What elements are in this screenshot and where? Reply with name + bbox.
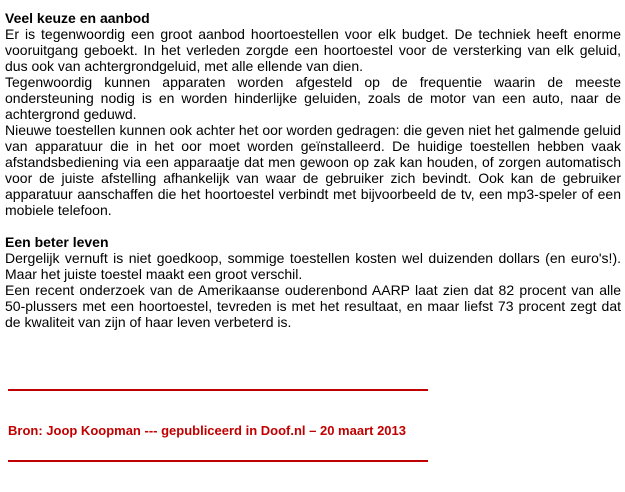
source-credit: Bron: Joop Koopman --- gepubliceerd in Doof.nl – 20 maart 2013 (8, 423, 406, 438)
section-heading-keuze: Veel keuze en aanbod (5, 10, 150, 26)
article-body (5, 10, 621, 330)
divider-top (8, 389, 428, 391)
paragraph-afstelling: Tegenwoordig kunnen apparaten worden afgesteld op de frequentie waarin de meeste ondersteuning nodig is en worden hinderlijke geluiden, zoals de motor van een auto, naar de achtergrond geduwd. (5, 74, 621, 122)
section-heading-leven: Een beter leven (5, 234, 109, 250)
paragraph-nieuwe-toestellen: Nieuwe toestellen kunnen ook achter het oor worden gedragen: die geven niet het galmende geluid van apparatuur die in het oor moet worden geïnstalleerd. De huidige toestellen hebben vaak afstandsbediening via een apparaatje dat men gewoon op zak kan houden, of zorgen automatisch voor de juiste afstelling afhankelijk van waar de gebruiker zich bevindt. Ook kan de gebruiker apparatuur aanschaffen die het hoortoestel verbindt met bijvoorbeeld de tv, een mp3-speler of een mobiele telefoon. (5, 122, 621, 218)
paragraph-vernuft: Dergelijk vernuft is niet goedkoop, sommige toestellen kosten wel duizenden dollars (en euro's!). Maar het juiste toestel maakt een groot verschil. (5, 250, 621, 282)
paragraph-onderzoek: Een recent onderzoek van de Amerikaanse ouderenbond AARP laat zien dat 82 procent van alle 50-plussers met een hoortoestel, tevreden is met het resultaat, en maar liefst 73 procent zegt dat de kwaliteit van zijn of haar leven verbeterd is. (5, 282, 621, 330)
paragraph-aanbod: Er is tegenwoordig een groot aanbod hoortoestellen voor elk budget. De techniek heeft enorme vooruitgang geboekt. In het verleden zorgde een hoortoestel voor de versterking van elk geluid, dus ook van achtergrondgeluid, met alle ellende van dien. (5, 26, 621, 74)
divider-bottom (8, 460, 428, 462)
section-spacer (5, 218, 621, 234)
